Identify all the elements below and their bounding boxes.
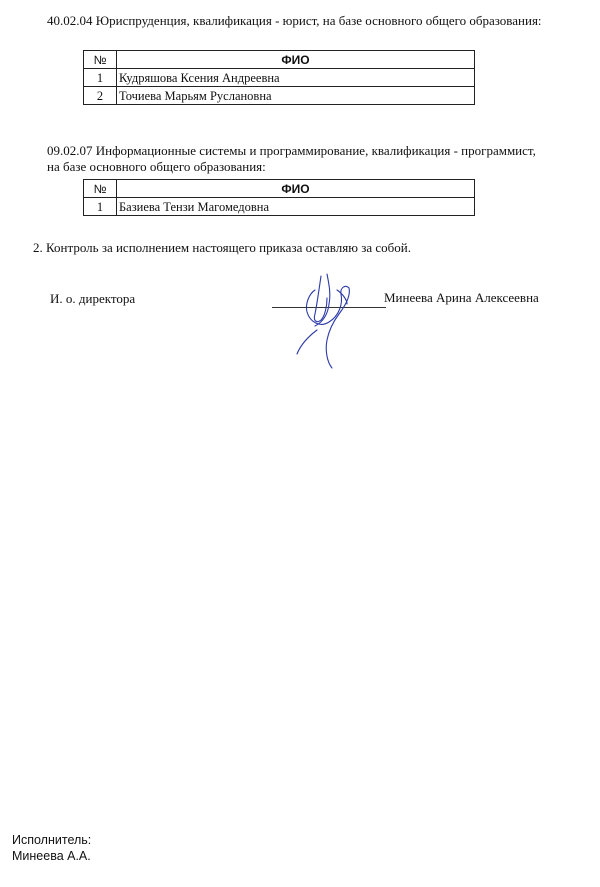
- section-2-table: [83, 179, 475, 216]
- executor-block: [12, 832, 91, 864]
- table-header-row: [84, 51, 475, 69]
- section-2-title-line-1: 09.02.07 Информационные системы и программирование, квалификация - программист,: [47, 143, 536, 158]
- row-fio: Точиева Марьям Руслановна: [117, 87, 475, 105]
- executor-name: Минеева А.А.: [12, 849, 91, 863]
- executor-label: Исполнитель:: [12, 833, 92, 847]
- table-header-row: [84, 180, 475, 198]
- section-1-title: [47, 13, 542, 29]
- signatory-name: Минеева Арина Алексеевна: [384, 290, 539, 305]
- section-2-title: [47, 143, 536, 175]
- handwritten-signature: [285, 270, 365, 375]
- column-header-number: №: [84, 180, 117, 198]
- column-header-fio: ФИО: [117, 51, 475, 69]
- row-number: 2: [84, 87, 117, 105]
- row-number: 1: [84, 198, 117, 216]
- row-number: 1: [84, 69, 117, 87]
- table-row: [84, 69, 475, 87]
- column-header-number: №: [84, 51, 117, 69]
- signatory-position: И. о. директора: [50, 291, 136, 306]
- column-header-fio: ФИО: [117, 180, 475, 198]
- row-fio: Кудряшова Ксения Андреевна: [117, 69, 475, 87]
- row-fio: Базиева Тензи Магомедовна: [117, 198, 475, 216]
- section-1-title-line-1: 40.02.04 Юриспруденция, квалификация - юрист, на базе основного общего образования:: [47, 13, 542, 28]
- table-row: [84, 198, 475, 216]
- clause-2-text: 2. Контроль за исполнением настоящего приказа оставляю за собой.: [33, 240, 411, 255]
- table-row: [84, 87, 475, 105]
- section-1-table: [83, 50, 475, 105]
- section-2-title-line-2: на базе основного общего образования:: [47, 159, 266, 174]
